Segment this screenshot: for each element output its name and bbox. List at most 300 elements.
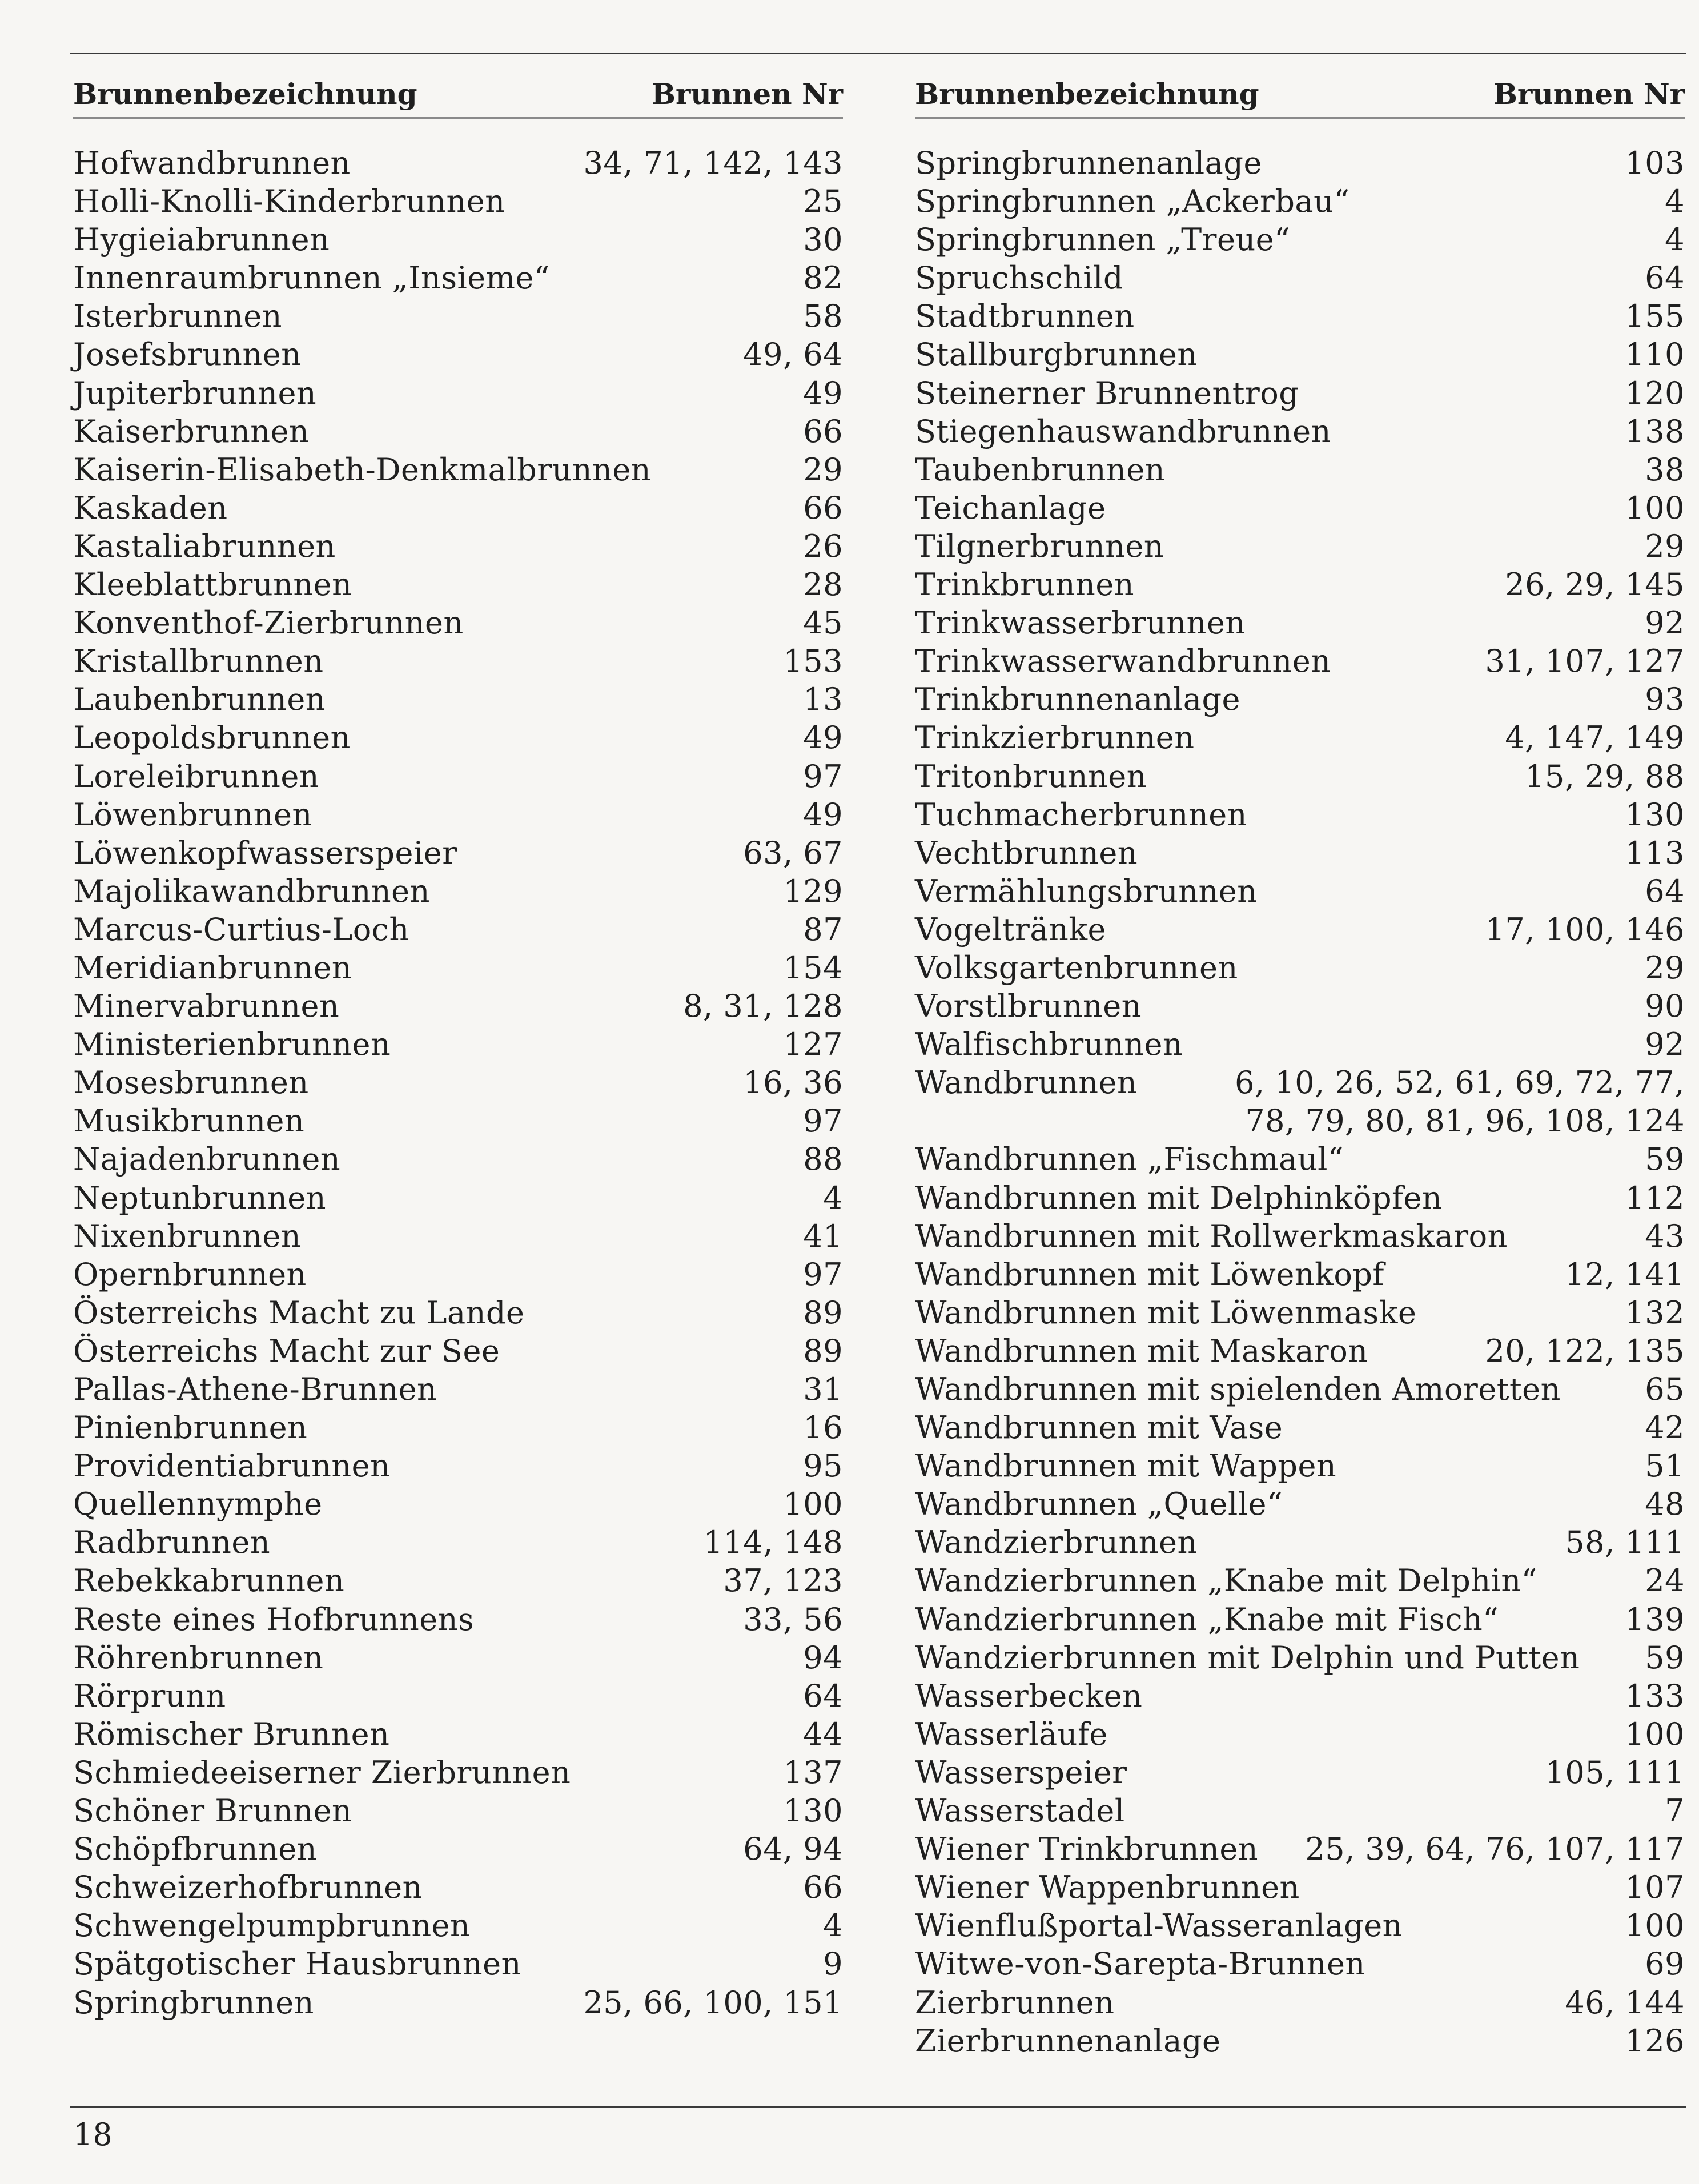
entry-name: Teichanlage bbox=[915, 489, 1106, 526]
index-entry bbox=[915, 297, 1685, 335]
entry-number: 94 bbox=[803, 1639, 843, 1676]
index-entry bbox=[73, 259, 843, 297]
index-entry bbox=[915, 1906, 1685, 1945]
entry-name: Rebekkabrunnen bbox=[73, 1563, 345, 1599]
entry-name: Leopoldsbrunnen bbox=[73, 720, 351, 756]
entry-number: 97 bbox=[803, 758, 843, 794]
column-header bbox=[915, 71, 1685, 119]
entry-name: Reste eines Hofbrunnens bbox=[73, 1601, 475, 1637]
entry-number: 30 bbox=[803, 222, 843, 258]
index-entry bbox=[73, 451, 843, 489]
index-entry bbox=[915, 1447, 1685, 1485]
index-entry bbox=[915, 680, 1685, 718]
entry-name: Radbrunnen bbox=[73, 1524, 271, 1561]
entry-name: Trinkwasserbrunnen bbox=[915, 605, 1246, 641]
entry-name: Stadtbrunnen bbox=[915, 298, 1135, 335]
entry-name: Wandbrunnen „Quelle“ bbox=[915, 1486, 1283, 1523]
entry-name: Springbrunnenanlage bbox=[915, 145, 1262, 181]
index-entry bbox=[915, 757, 1685, 796]
entry-number: 69 bbox=[1645, 1946, 1685, 1982]
entry-number: 126 bbox=[1625, 2022, 1685, 2059]
entry-number: 49 bbox=[803, 375, 843, 411]
entry-name: Kristallbrunnen bbox=[73, 643, 324, 680]
entry-number: 6, 10, 26, 52, 61, 69, 72, 77, bbox=[1235, 1065, 1685, 1101]
entry-number: 58 bbox=[803, 298, 843, 335]
entry-number: 29 bbox=[1645, 528, 1685, 564]
entry-name: Kaiserbrunnen bbox=[73, 413, 310, 449]
index-entry bbox=[73, 1561, 843, 1600]
entry-name: Trinkbrunnen bbox=[915, 567, 1135, 603]
entry-number: 138 bbox=[1625, 413, 1685, 449]
index-entry bbox=[915, 1792, 1685, 1830]
entry-name: Quellennymphe bbox=[73, 1486, 323, 1523]
index-entry bbox=[73, 335, 843, 374]
entry-name: Konventhof-Zierbrunnen bbox=[73, 605, 464, 641]
entry-name: Innenraumbrunnen „Insieme“ bbox=[73, 260, 551, 296]
entry-number: 28 bbox=[803, 567, 843, 603]
index-entry bbox=[73, 642, 843, 680]
index-entry bbox=[73, 1984, 843, 2022]
index-entry bbox=[915, 1408, 1685, 1447]
entry-name: Löwenbrunnen bbox=[73, 796, 312, 833]
entry-number: 4 bbox=[823, 1179, 843, 1216]
entry-number: 103 bbox=[1625, 145, 1685, 181]
entry-number: 100 bbox=[1625, 1908, 1685, 1944]
entry-number: 120 bbox=[1625, 375, 1685, 411]
entry-name: Wandbrunnen mit Löwenkopf bbox=[915, 1256, 1384, 1292]
index-entry bbox=[73, 1523, 843, 1561]
entry-number: 29 bbox=[1645, 949, 1685, 986]
entry-number: 114, 148 bbox=[703, 1524, 843, 1561]
index-entry bbox=[73, 1868, 843, 1906]
entry-name: Vermählungsbrunnen bbox=[915, 873, 1258, 909]
entry-name: Wandbrunnen mit Löwenmaske bbox=[915, 1294, 1417, 1331]
index-entry bbox=[915, 1561, 1685, 1600]
index-entry bbox=[915, 949, 1685, 987]
entry-number: 29 bbox=[803, 451, 843, 488]
index-entry bbox=[915, 1063, 1685, 1102]
entry-number: 37, 123 bbox=[723, 1563, 843, 1599]
index-entry bbox=[915, 1255, 1685, 1294]
entry-name: Vorstlbrunnen bbox=[915, 988, 1142, 1025]
entry-number: 38 bbox=[1645, 451, 1685, 488]
header-name: Brunnenbezeichnung bbox=[915, 77, 1259, 111]
entry-name: Springbrunnen „Ackerbau“ bbox=[915, 183, 1350, 220]
entry-name: Römischer Brunnen bbox=[73, 1716, 390, 1752]
index-entry bbox=[915, 1523, 1685, 1561]
index-entry bbox=[73, 374, 843, 412]
entry-name: Kaiserin-Elisabeth-Denkmalbrunnen bbox=[73, 451, 652, 488]
index-entry bbox=[915, 182, 1685, 220]
entry-number: 44 bbox=[803, 1716, 843, 1752]
index-entry bbox=[73, 297, 843, 335]
entry-number: 66 bbox=[803, 489, 843, 526]
entry-number: 64 bbox=[1645, 260, 1685, 296]
entry-name: Wandbrunnen „Fischmaul“ bbox=[915, 1141, 1344, 1178]
entry-name: Zierbrunnen bbox=[915, 1984, 1115, 2021]
entry-number: 25, 66, 100, 151 bbox=[583, 1984, 843, 2021]
entry-number: 25 bbox=[803, 183, 843, 220]
entry-number: 97 bbox=[803, 1256, 843, 1292]
entry-number: 64 bbox=[1645, 873, 1685, 909]
entry-name: Löwenkopfwasserspeier bbox=[73, 834, 457, 871]
index-entry bbox=[73, 1677, 843, 1715]
entry-name: Ministerienbrunnen bbox=[73, 1026, 391, 1063]
entry-number: 43 bbox=[1645, 1218, 1685, 1254]
entry-number: 89 bbox=[803, 1332, 843, 1369]
column-header bbox=[73, 71, 843, 119]
entry-name: Zierbrunnenanlage bbox=[915, 2022, 1221, 2059]
entry-name: Nixenbrunnen bbox=[73, 1218, 302, 1254]
entry-name: Tritonbrunnen bbox=[915, 758, 1147, 794]
header-number: Brunnen Nr bbox=[651, 77, 843, 111]
entry-number: 130 bbox=[783, 1793, 843, 1829]
entry-number: 132 bbox=[1625, 1294, 1685, 1331]
entry-name: Neptunbrunnen bbox=[73, 1179, 326, 1216]
entry-name: Wasserstadel bbox=[915, 1793, 1125, 1829]
index-entry bbox=[915, 1332, 1685, 1370]
index-entry bbox=[73, 1294, 843, 1332]
entry-number: 66 bbox=[803, 413, 843, 449]
top-rule bbox=[70, 53, 1686, 54]
index-entry bbox=[73, 834, 843, 872]
index-entry bbox=[915, 374, 1685, 412]
index-entry bbox=[915, 1025, 1685, 1063]
index-entry bbox=[915, 1868, 1685, 1906]
entry-name: Springbrunnen bbox=[73, 1984, 314, 2021]
index-entry bbox=[73, 1025, 843, 1063]
entry-number: 24 bbox=[1645, 1563, 1685, 1599]
index-entry bbox=[73, 718, 843, 757]
entry-number: 9 bbox=[823, 1946, 843, 1982]
entry-number: 92 bbox=[1645, 605, 1685, 641]
entry-name: Trinkbrunnenanlage bbox=[915, 681, 1241, 718]
entry-name: Röhrenbrunnen bbox=[73, 1639, 324, 1676]
entry-name: Wiener Wappenbrunnen bbox=[915, 1869, 1300, 1906]
entry-name: Jupiterbrunnen bbox=[73, 375, 317, 411]
entry-number: 100 bbox=[1625, 489, 1685, 526]
entry-number: 82 bbox=[803, 260, 843, 296]
entry-name: Isterbrunnen bbox=[73, 298, 282, 335]
index-entry bbox=[73, 604, 843, 642]
entry-name: Walfischbrunnen bbox=[915, 1026, 1183, 1063]
entry-name: Kastaliabrunnen bbox=[73, 528, 336, 564]
header-number: Brunnen Nr bbox=[1493, 77, 1685, 111]
index-entry bbox=[915, 1600, 1685, 1639]
entry-number: 113 bbox=[1625, 834, 1685, 871]
index-entry bbox=[73, 1370, 843, 1408]
index-entry bbox=[915, 1179, 1685, 1217]
entry-number: 16, 36 bbox=[743, 1065, 843, 1101]
entry-name: Schöpfbrunnen bbox=[73, 1831, 318, 1868]
entry-name: Österreichs Macht zur See bbox=[73, 1332, 500, 1369]
entry-number: 49 bbox=[803, 720, 843, 756]
index-entry bbox=[73, 1485, 843, 1523]
entry-number: 93 bbox=[1645, 681, 1685, 718]
entry-name: Holli-Knolli-Kinderbrunnen bbox=[73, 183, 505, 220]
entry-name: Wandbrunnen mit Rollwerkmaskaron bbox=[915, 1218, 1508, 1254]
index-entry bbox=[915, 1830, 1685, 1868]
index-entry bbox=[915, 796, 1685, 834]
index-entry bbox=[73, 1753, 843, 1792]
entry-name: Schwengelpumpbrunnen bbox=[73, 1908, 471, 1944]
entry-name: Rörprunn bbox=[73, 1677, 226, 1714]
entry-number: 33, 56 bbox=[743, 1601, 843, 1637]
entry-name: Taubenbrunnen bbox=[915, 451, 1166, 488]
index-entry bbox=[915, 1370, 1685, 1408]
entry-name: Minervabrunnen bbox=[73, 988, 340, 1025]
index-entry bbox=[915, 335, 1685, 374]
entry-number: 65 bbox=[1645, 1371, 1685, 1407]
entry-number: 100 bbox=[783, 1486, 843, 1523]
entry-name: Schmiedeeiserner Zierbrunnen bbox=[73, 1754, 571, 1790]
entry-name: Providentiabrunnen bbox=[73, 1448, 391, 1484]
entry-number: 130 bbox=[1625, 796, 1685, 833]
entry-number: 66 bbox=[803, 1869, 843, 1906]
index-entry bbox=[915, 718, 1685, 757]
entry-number: 4 bbox=[1665, 183, 1685, 220]
index-entry bbox=[73, 1408, 843, 1447]
index-entry bbox=[915, 834, 1685, 872]
entry-name: Wandzierbrunnen „Knabe mit Fisch“ bbox=[915, 1601, 1499, 1637]
entries-right bbox=[915, 144, 1685, 2060]
index-entry bbox=[73, 1792, 843, 1830]
entry-number: 127 bbox=[783, 1026, 843, 1063]
entry-name: Wandzierbrunnen mit Delphin und Putten bbox=[915, 1639, 1580, 1676]
entry-name: Spruchschild bbox=[915, 260, 1124, 296]
entry-name: Najadenbrunnen bbox=[73, 1141, 341, 1178]
index-entry bbox=[915, 1945, 1685, 1983]
entry-name: Wasserbecken bbox=[915, 1677, 1143, 1714]
entry-name: Wandzierbrunnen „Knabe mit Delphin“ bbox=[915, 1563, 1537, 1599]
entry-name: Trinkwasserwandbrunnen bbox=[915, 643, 1331, 680]
entry-name: Wandbrunnen mit Delphinköpfen bbox=[915, 1179, 1443, 1216]
entry-name: Tilgnerbrunnen bbox=[915, 528, 1164, 564]
index-entry bbox=[73, 1906, 843, 1945]
index-entry bbox=[73, 489, 843, 527]
index-entry bbox=[73, 1140, 843, 1178]
entry-number: 155 bbox=[1625, 298, 1685, 335]
entry-name: Trinkzierbrunnen bbox=[915, 720, 1195, 756]
index-entry bbox=[915, 1715, 1685, 1753]
entry-number: 20, 122, 135 bbox=[1485, 1332, 1685, 1369]
entry-name: Opernbrunnen bbox=[73, 1256, 307, 1292]
entry-number: 64 bbox=[803, 1677, 843, 1714]
entry-name: Kaskaden bbox=[73, 489, 228, 526]
entry-name: Wandbrunnen mit Wappen bbox=[915, 1448, 1337, 1484]
index-entry bbox=[73, 1447, 843, 1485]
entry-number: 25, 39, 64, 76, 107, 117 bbox=[1305, 1831, 1685, 1868]
index-entry bbox=[915, 451, 1685, 489]
index-entry bbox=[73, 796, 843, 834]
entry-number: 92 bbox=[1645, 1026, 1685, 1063]
entry-number: 13 bbox=[803, 681, 843, 718]
entry-number: 17, 100, 146 bbox=[1485, 911, 1685, 948]
entry-name: Wandzierbrunnen bbox=[915, 1524, 1198, 1561]
entry-number: 12, 141 bbox=[1565, 1256, 1685, 1292]
entry-number: 45 bbox=[803, 605, 843, 641]
index-entry bbox=[915, 489, 1685, 527]
index-entry bbox=[915, 1753, 1685, 1792]
entry-name: Wandbrunnen mit spielenden Amoretten bbox=[915, 1371, 1561, 1407]
index-entry bbox=[73, 1332, 843, 1370]
entry-number: 87 bbox=[803, 911, 843, 948]
page-number: 18 bbox=[73, 2117, 113, 2153]
index-entry bbox=[73, 527, 843, 565]
entry-name: Mosesbrunnen bbox=[73, 1065, 309, 1101]
index-entry bbox=[73, 1255, 843, 1294]
entry-number: 112 bbox=[1625, 1179, 1685, 1216]
index-entry bbox=[73, 220, 843, 259]
index-entry bbox=[73, 910, 843, 949]
index-entry bbox=[915, 642, 1685, 680]
entry-name: Spätgotischer Hausbrunnen bbox=[73, 1946, 521, 1982]
index-entry bbox=[73, 1830, 843, 1868]
entry-name: Wandbrunnen bbox=[915, 1065, 1138, 1101]
entry-name: Steinerner Brunnentrog bbox=[915, 375, 1299, 411]
index-entry bbox=[73, 1715, 843, 1753]
entry-name: Schöner Brunnen bbox=[73, 1793, 352, 1829]
index-column-right bbox=[915, 71, 1685, 2060]
entry-number: 4, 147, 149 bbox=[1505, 720, 1685, 756]
index-entry bbox=[915, 1677, 1685, 1715]
index-entry bbox=[73, 412, 843, 451]
entry-name: Wasserläufe bbox=[915, 1716, 1108, 1752]
index-entry bbox=[73, 1179, 843, 1217]
entry-number: 59 bbox=[1645, 1141, 1685, 1178]
entry-number: 59 bbox=[1645, 1639, 1685, 1676]
entry-number: 110 bbox=[1625, 336, 1685, 373]
entry-number: 105, 111 bbox=[1545, 1754, 1685, 1790]
index-entry bbox=[73, 987, 843, 1025]
entry-number: 7 bbox=[1665, 1793, 1685, 1829]
entry-number: 89 bbox=[803, 1294, 843, 1331]
index-entry bbox=[73, 1600, 843, 1639]
index-entry bbox=[915, 604, 1685, 642]
index-entry bbox=[915, 259, 1685, 297]
entry-name: Wasserspeier bbox=[915, 1754, 1127, 1790]
index-entry bbox=[915, 1485, 1685, 1523]
entry-number: 154 bbox=[783, 949, 843, 986]
index-entry bbox=[915, 412, 1685, 451]
index-entry bbox=[73, 949, 843, 987]
entry-name: Wiener Trinkbrunnen bbox=[915, 1831, 1259, 1868]
entry-name: Tuchmacherbrunnen bbox=[915, 796, 1247, 833]
entry-number: 133 bbox=[1625, 1677, 1685, 1714]
entry-number: 42 bbox=[1645, 1410, 1685, 1446]
entry-number: 16 bbox=[803, 1410, 843, 1446]
entry-number: 31 bbox=[803, 1371, 843, 1407]
entry-number: 26 bbox=[803, 528, 843, 564]
entry-name: Pinienbrunnen bbox=[73, 1410, 308, 1446]
index-entry bbox=[915, 910, 1685, 949]
index-entry bbox=[915, 220, 1685, 259]
index-entry bbox=[73, 1102, 843, 1140]
entry-number: 78, 79, 80, 81, 96, 108, 124 bbox=[1245, 1103, 1685, 1139]
index-entry bbox=[915, 1102, 1685, 1140]
index-entry bbox=[73, 1639, 843, 1677]
entry-name: Hofwandbrunnen bbox=[73, 145, 351, 181]
index-column-left bbox=[73, 71, 843, 2022]
entry-number: 139 bbox=[1625, 1601, 1685, 1637]
index-entry bbox=[73, 680, 843, 718]
entry-number: 31, 107, 127 bbox=[1485, 643, 1685, 680]
entry-number: 63, 67 bbox=[743, 834, 843, 871]
entry-name: Vogeltränke bbox=[915, 911, 1107, 948]
entry-number: 4 bbox=[823, 1908, 843, 1944]
bottom-rule bbox=[70, 2106, 1686, 2108]
index-entry bbox=[73, 565, 843, 604]
index-entry bbox=[73, 1063, 843, 1102]
entry-name: Vechtbrunnen bbox=[915, 834, 1138, 871]
entries-left bbox=[73, 144, 843, 2022]
index-entry bbox=[915, 872, 1685, 910]
entry-number: 15, 29, 88 bbox=[1525, 758, 1685, 794]
index-entry bbox=[915, 2022, 1685, 2060]
entry-name: Österreichs Macht zu Lande bbox=[73, 1294, 525, 1331]
entry-number: 97 bbox=[803, 1103, 843, 1139]
entry-name: Stiegenhauswandbrunnen bbox=[915, 413, 1331, 449]
index-entry bbox=[73, 144, 843, 182]
entry-name: Marcus-Curtius-Loch bbox=[73, 911, 409, 948]
index-entry bbox=[915, 527, 1685, 565]
entry-name: Wandbrunnen mit Maskaron bbox=[915, 1332, 1368, 1369]
entry-number: 64, 94 bbox=[743, 1831, 843, 1868]
entry-name: Wienflußportal-Wasseranlagen bbox=[915, 1908, 1403, 1944]
index-entry bbox=[73, 1945, 843, 1983]
entry-number: 88 bbox=[803, 1141, 843, 1178]
index-entry bbox=[915, 1217, 1685, 1255]
entry-number: 58, 111 bbox=[1565, 1524, 1685, 1561]
index-entry bbox=[73, 182, 843, 220]
entry-number: 49 bbox=[803, 796, 843, 833]
entry-number: 95 bbox=[803, 1448, 843, 1484]
index-entry bbox=[73, 872, 843, 910]
index-entry bbox=[73, 1217, 843, 1255]
entry-name: Pallas-Athene-Brunnen bbox=[73, 1371, 437, 1407]
index-entry bbox=[915, 1984, 1685, 2022]
entry-number: 34, 71, 142, 143 bbox=[583, 145, 843, 181]
entry-number: 153 bbox=[783, 643, 843, 680]
entry-number: 51 bbox=[1645, 1448, 1685, 1484]
entry-name: Loreleibrunnen bbox=[73, 758, 320, 794]
entry-number: 137 bbox=[783, 1754, 843, 1790]
header-name: Brunnenbezeichnung bbox=[73, 77, 417, 111]
index-entry bbox=[915, 987, 1685, 1025]
index-entry bbox=[73, 757, 843, 796]
entry-name: Springbrunnen „Treue“ bbox=[915, 222, 1291, 258]
entry-name: Volksgartenbrunnen bbox=[915, 949, 1238, 986]
index-entry bbox=[915, 565, 1685, 604]
entry-name: Musikbrunnen bbox=[73, 1103, 305, 1139]
entry-number: 8, 31, 128 bbox=[683, 988, 843, 1025]
index-entry bbox=[915, 144, 1685, 182]
index-entry bbox=[915, 1294, 1685, 1332]
entry-number: 107 bbox=[1625, 1869, 1685, 1906]
entry-number: 26, 29, 145 bbox=[1505, 567, 1685, 603]
index-entry bbox=[915, 1140, 1685, 1178]
entry-name: Schweizerhofbrunnen bbox=[73, 1869, 423, 1906]
entry-name: Stallburgbrunnen bbox=[915, 336, 1198, 373]
entry-name: Majolikawandbrunnen bbox=[73, 873, 430, 909]
entry-number: 41 bbox=[803, 1218, 843, 1254]
entry-name: Witwe-von-Sarepta-Brunnen bbox=[915, 1946, 1365, 1982]
index-entry bbox=[915, 1639, 1685, 1677]
entry-name: Josefsbrunnen bbox=[73, 336, 302, 373]
entry-name: Wandbrunnen mit Vase bbox=[915, 1410, 1283, 1446]
entry-number: 49, 64 bbox=[743, 336, 843, 373]
entry-number: 129 bbox=[783, 873, 843, 909]
